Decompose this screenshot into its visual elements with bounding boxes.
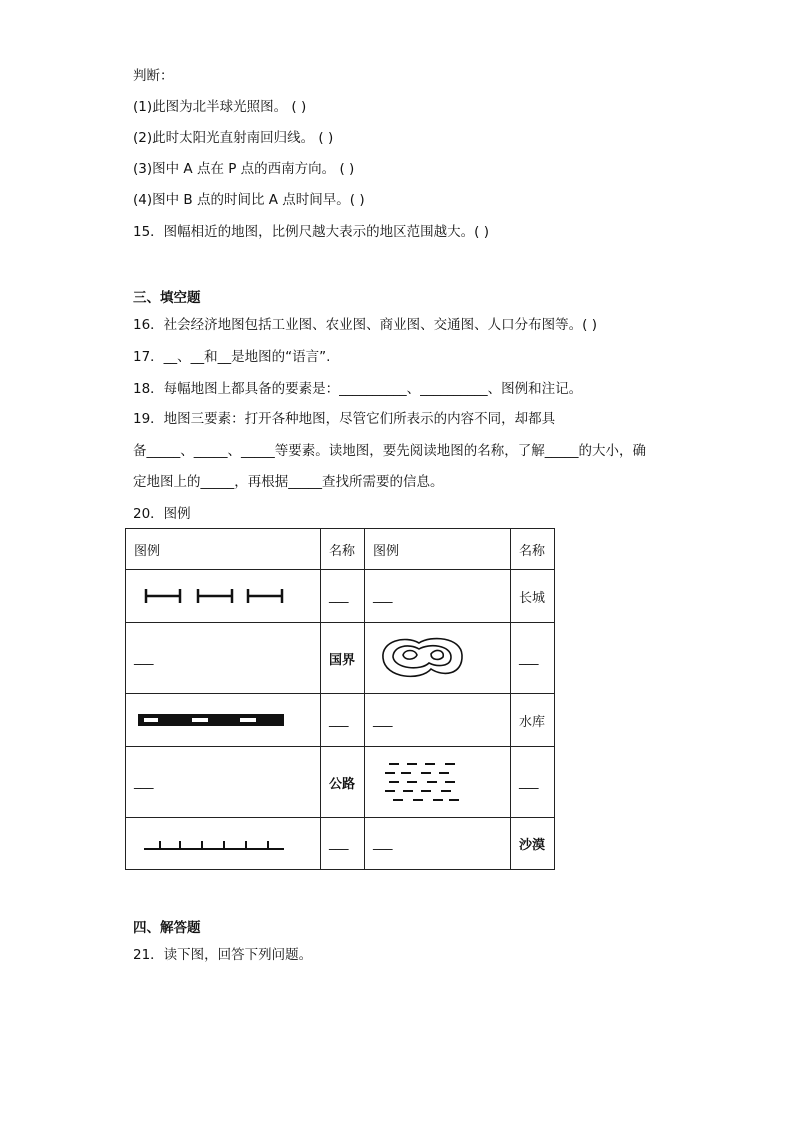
name-blank: ___ <box>511 623 555 694</box>
symbol-blank: ___ <box>365 818 511 870</box>
tick-line-icon <box>134 834 284 854</box>
table-row <box>126 818 555 870</box>
railway-symbol-icon <box>134 586 284 606</box>
question-15: 15．图幅相近的地图，比例尺越大表示的地区范围越大。( ) <box>133 224 490 240</box>
river-symbol <box>126 694 321 747</box>
judge-label: 判断： <box>133 68 174 84</box>
question-19-line-3: 定地图上的_____，再根据_____查找所需要的信息。 <box>133 474 444 490</box>
name-blank: ___ <box>321 570 365 623</box>
symbol-blank: ___ <box>365 570 511 623</box>
question-18: 18．每幅地图上都具备的要素是：__________、__________、图例和注记。 <box>133 381 583 397</box>
question-17: 17．__、__和__是地图的“语言”. <box>133 349 331 365</box>
question-19-line-1: 19．地图三要素：打开各种地图，尽管它们所表示的内容不同，却都具 <box>133 411 556 427</box>
symbol-blank: ___ <box>126 623 321 694</box>
dashed-lines-icon <box>373 758 473 806</box>
name-blank: ___ <box>321 818 365 870</box>
name-desert: 沙漠 <box>511 818 555 870</box>
table-header-row <box>126 529 555 570</box>
legend-table <box>125 528 555 870</box>
judge-item-3: (3)图中 A 点在 P 点的西南方向。 ( ) <box>133 161 355 177</box>
header-name-1: 名称 <box>321 529 365 570</box>
name-great-wall: 长城 <box>511 570 555 623</box>
railway-symbol <box>126 570 321 623</box>
table-row <box>126 570 555 623</box>
name-reservoir: 水库 <box>511 694 555 747</box>
name-road: 公路 <box>321 747 365 818</box>
railway-tick-symbol <box>126 818 321 870</box>
question-19-line-2: 备_____、_____、_____等要素。读地图，要先阅读地图的名称，了解_____的大小，确 <box>133 443 646 459</box>
table-row <box>126 747 555 818</box>
dashes-symbol <box>365 747 511 818</box>
double-line-road-icon <box>134 711 284 729</box>
judge-item-2: (2)此时太阳光直射南回归线。 ( ) <box>133 130 334 146</box>
symbol-blank: ___ <box>126 747 321 818</box>
name-border: 国界 <box>321 623 365 694</box>
judge-item-4: (4)图中 B 点的时间比 A 点时间早。( ) <box>133 192 365 208</box>
section-heading-answer: 四、解答题 <box>133 920 201 936</box>
contour-symbol <box>365 623 511 694</box>
table-row <box>126 694 555 747</box>
header-symbol-1: 图例 <box>126 529 321 570</box>
symbol-blank: ___ <box>365 694 511 747</box>
table-row <box>126 623 555 694</box>
contour-lines-icon <box>373 633 473 683</box>
question-21: 21．读下图，回答下列问题。 <box>133 947 313 963</box>
header-name-2: 名称 <box>511 529 555 570</box>
name-blank: ___ <box>511 747 555 818</box>
judge-item-1: (1)此图为北半球光照图。 ( ) <box>133 99 307 115</box>
name-blank: ___ <box>321 694 365 747</box>
question-20: 20．图例 <box>133 506 191 522</box>
question-16: 16．社会经济地图包括工业图、农业图、商业图、交通图、人口分布图等。( ) <box>133 317 598 333</box>
header-symbol-2: 图例 <box>365 529 511 570</box>
section-heading-fill-in: 三、填空题 <box>133 290 201 306</box>
